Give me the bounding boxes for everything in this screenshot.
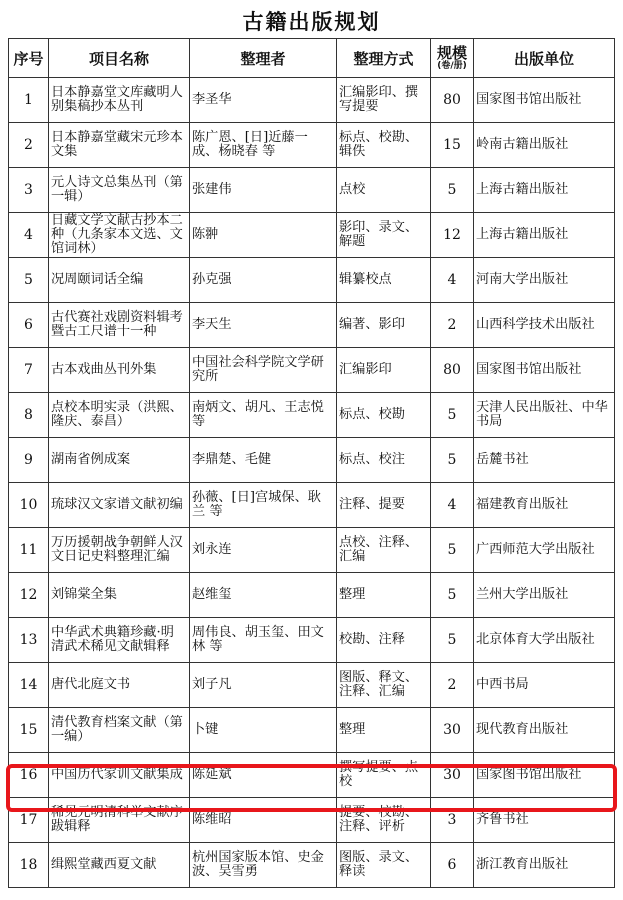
cell-publisher: 兰州大学出版社 xyxy=(474,573,615,618)
cell-method: 点校 xyxy=(337,168,431,213)
cell-method: 标点、校注 xyxy=(337,438,431,483)
cell-index: 1 xyxy=(9,78,49,123)
table-row xyxy=(9,348,615,393)
header-scale-label: 规模 xyxy=(436,43,467,62)
cell-scale: 5 xyxy=(431,528,474,573)
cell-editor: 孙薇、[日]宫城保、耿兰 等 xyxy=(190,483,337,528)
cell-name: 稀见元明清科举文献序跋辑释 xyxy=(49,798,190,843)
cell-name: 点校本明实录（洪熙、隆庆、泰昌） xyxy=(49,393,190,438)
cell-scale: 5 xyxy=(431,618,474,663)
table-row xyxy=(9,78,615,123)
cell-name: 万历援朝战争朝鲜人汉文日记史料整理汇编 xyxy=(49,528,190,573)
table-row-highlighted xyxy=(9,753,615,798)
cell-publisher: 岭南古籍出版社 xyxy=(474,123,615,168)
cell-method: 汇编影印、撰写提要 xyxy=(337,78,431,123)
table-row xyxy=(9,843,615,888)
cell-index: 17 xyxy=(9,798,49,843)
publication-plan-table xyxy=(8,38,615,888)
cell-index: 8 xyxy=(9,393,49,438)
table-row xyxy=(9,528,615,573)
header-index: 序号 xyxy=(9,39,49,78)
table-row xyxy=(9,393,615,438)
cell-index: 13 xyxy=(9,618,49,663)
cell-index: 16 xyxy=(9,753,49,798)
cell-publisher: 上海古籍出版社 xyxy=(474,213,615,258)
table-row xyxy=(9,258,615,303)
table-row xyxy=(9,483,615,528)
cell-method: 注释、提要 xyxy=(337,483,431,528)
cell-index: 5 xyxy=(9,258,49,303)
cell-method: 整理 xyxy=(337,573,431,618)
header-scale-unit: (卷/册) xyxy=(437,60,467,71)
cell-publisher: 福建教育出版社 xyxy=(474,483,615,528)
table-row xyxy=(9,708,615,753)
cell-index: 6 xyxy=(9,303,49,348)
cell-scale: 3 xyxy=(431,798,474,843)
header-editor: 整理者 xyxy=(190,39,337,78)
cell-name: 况周颐词话全编 xyxy=(49,258,190,303)
cell-method: 校勘、注释 xyxy=(337,618,431,663)
cell-method: 辑纂校点 xyxy=(337,258,431,303)
cell-editor: 赵维玺 xyxy=(190,573,337,618)
cell-editor: 卜键 xyxy=(190,708,337,753)
cell-editor: 孙克强 xyxy=(190,258,337,303)
cell-scale: 30 xyxy=(431,753,474,798)
cell-method: 提要、校勘、注释、评析 xyxy=(337,798,431,843)
cell-name: 古本戏曲丛刊外集 xyxy=(49,348,190,393)
cell-publisher: 上海古籍出版社 xyxy=(474,168,615,213)
cell-name: 元人诗文总集丛刊（第一辑） xyxy=(49,168,190,213)
table-row xyxy=(9,168,615,213)
table-row xyxy=(9,438,615,483)
cell-editor: 李圣华 xyxy=(190,78,337,123)
table-row xyxy=(9,663,615,708)
cell-name: 中国历代家训文献集成 xyxy=(49,753,190,798)
header-name: 项目名称 xyxy=(49,39,190,78)
cell-name: 湖南省例成案 xyxy=(49,438,190,483)
cell-publisher: 广西师范大学出版社 xyxy=(474,528,615,573)
cell-publisher: 河南大学出版社 xyxy=(474,258,615,303)
cell-method: 编著、影印 xyxy=(337,303,431,348)
cell-scale: 6 xyxy=(431,843,474,888)
cell-editor: 中国社会科学院文学研究所 xyxy=(190,348,337,393)
cell-scale: 4 xyxy=(431,483,474,528)
cell-method: 图版、录文、释读 xyxy=(337,843,431,888)
cell-publisher: 山西科学技术出版社 xyxy=(474,303,615,348)
cell-editor: 南炳文、胡凡、王志悦 等 xyxy=(190,393,337,438)
cell-editor: 杭州国家版本馆、史金波、吴雪勇 xyxy=(190,843,337,888)
cell-editor: 陈翀 xyxy=(190,213,337,258)
cell-publisher: 北京体育大学出版社 xyxy=(474,618,615,663)
header-publisher: 出版单位 xyxy=(474,39,615,78)
cell-editor: 刘子凡 xyxy=(190,663,337,708)
cell-editor: 陈广恩、[日]近藤一成、杨晓春 等 xyxy=(190,123,337,168)
cell-scale: 80 xyxy=(431,348,474,393)
cell-editor: 李鼎楚、毛健 xyxy=(190,438,337,483)
cell-editor: 陈维昭 xyxy=(190,798,337,843)
cell-method: 撰写提要、点校 xyxy=(337,753,431,798)
cell-scale: 5 xyxy=(431,393,474,438)
cell-scale: 5 xyxy=(431,573,474,618)
cell-index: 7 xyxy=(9,348,49,393)
cell-scale: 15 xyxy=(431,123,474,168)
cell-method: 图版、释文、注释、汇编 xyxy=(337,663,431,708)
cell-publisher: 国家图书馆出版社 xyxy=(474,753,615,798)
cell-index: 15 xyxy=(9,708,49,753)
cell-index: 11 xyxy=(9,528,49,573)
cell-index: 9 xyxy=(9,438,49,483)
cell-name: 刘锦棠全集 xyxy=(49,573,190,618)
header-row xyxy=(9,39,615,78)
cell-name: 清代教育档案文献（第一编） xyxy=(49,708,190,753)
cell-method: 标点、校勘、辑佚 xyxy=(337,123,431,168)
cell-scale: 2 xyxy=(431,303,474,348)
cell-method: 汇编影印 xyxy=(337,348,431,393)
table-row xyxy=(9,123,615,168)
cell-index: 3 xyxy=(9,168,49,213)
cell-name: 缉熙堂藏西夏文献 xyxy=(49,843,190,888)
cell-method: 整理 xyxy=(337,708,431,753)
cell-index: 2 xyxy=(9,123,49,168)
page-title: 古籍出版规划 xyxy=(242,10,381,34)
cell-method: 点校、注释、汇编 xyxy=(337,528,431,573)
header-method: 整理方式 xyxy=(337,39,431,78)
cell-scale: 5 xyxy=(431,438,474,483)
cell-publisher: 天津人民出版社、中华书局 xyxy=(474,393,615,438)
cell-method: 标点、校勘 xyxy=(337,393,431,438)
cell-scale: 4 xyxy=(431,258,474,303)
cell-index: 14 xyxy=(9,663,49,708)
cell-editor: 李天生 xyxy=(190,303,337,348)
cell-editor: 刘永连 xyxy=(190,528,337,573)
table-row xyxy=(9,303,615,348)
cell-editor: 张建伟 xyxy=(190,168,337,213)
table-body xyxy=(9,78,615,888)
cell-editor: 陈延斌 xyxy=(190,753,337,798)
cell-editor: 周伟良、胡玉玺、田文林 等 xyxy=(190,618,337,663)
cell-name: 中华武术典籍珍藏·明清武术稀见文献辑释 xyxy=(49,618,190,663)
cell-method: 影印、录文、解题 xyxy=(337,213,431,258)
cell-index: 10 xyxy=(9,483,49,528)
cell-index: 12 xyxy=(9,573,49,618)
cell-publisher: 现代教育出版社 xyxy=(474,708,615,753)
cell-index: 18 xyxy=(9,843,49,888)
cell-publisher: 国家图书馆出版社 xyxy=(474,78,615,123)
cell-publisher: 浙江教育出版社 xyxy=(474,843,615,888)
cell-publisher: 岳麓书社 xyxy=(474,438,615,483)
header-scale xyxy=(431,39,474,78)
cell-publisher: 齐鲁书社 xyxy=(474,798,615,843)
cell-name: 日藏文学文献古抄本二种（九条家本文选、文馆词林） xyxy=(49,213,190,258)
cell-name: 日本静嘉堂文库藏明人别集稿抄本丛刊 xyxy=(49,78,190,123)
cell-name: 琉球汉文家谱文献初编 xyxy=(49,483,190,528)
table-row xyxy=(9,213,615,258)
cell-name: 唐代北庭文书 xyxy=(49,663,190,708)
table-row xyxy=(9,618,615,663)
cell-name: 古代赛社戏剧资料辑考暨古工尺谱十一种 xyxy=(49,303,190,348)
cell-scale: 2 xyxy=(431,663,474,708)
cell-publisher: 中西书局 xyxy=(474,663,615,708)
cell-scale: 30 xyxy=(431,708,474,753)
cell-scale: 80 xyxy=(431,78,474,123)
table-row xyxy=(9,573,615,618)
cell-publisher: 国家图书馆出版社 xyxy=(474,348,615,393)
table-row xyxy=(9,798,615,843)
cell-index: 4 xyxy=(9,213,49,258)
cell-scale: 5 xyxy=(431,168,474,213)
cell-scale: 12 xyxy=(431,213,474,258)
cell-name: 日本静嘉堂藏宋元珍本文集 xyxy=(49,123,190,168)
